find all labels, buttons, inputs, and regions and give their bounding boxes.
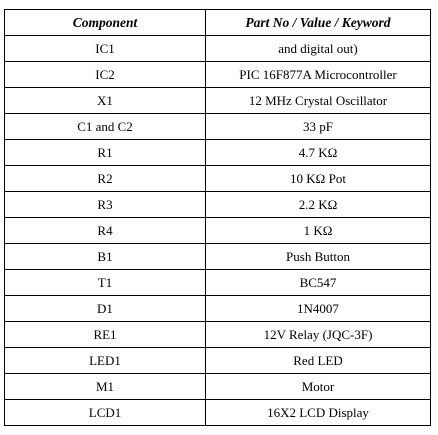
table-row [5, 244, 431, 270]
value-cell: Motor [206, 374, 431, 400]
table-row [5, 400, 431, 426]
table-row [5, 270, 431, 296]
component-cell: R3 [5, 192, 206, 218]
component-cell: X1 [5, 88, 206, 114]
table-row [5, 348, 431, 374]
component-cell: T1 [5, 270, 206, 296]
component-cell: R2 [5, 166, 206, 192]
component-cell: RE1 [5, 322, 206, 348]
value-cell: 10 KΩ Pot [206, 166, 431, 192]
value-cell: 12 MHz Crystal Oscillator [206, 88, 431, 114]
header-part-no: Part No / Value / Keyword [206, 10, 431, 36]
component-cell: C1 and C2 [5, 114, 206, 140]
value-cell: 1 KΩ [206, 218, 431, 244]
table-row [5, 166, 431, 192]
component-cell: LED1 [5, 348, 206, 374]
value-cell: BC547 [206, 270, 431, 296]
component-cell: R1 [5, 140, 206, 166]
value-cell: and digital out) [206, 36, 431, 62]
value-cell: 16X2 LCD Display [206, 400, 431, 426]
table-row [5, 62, 431, 88]
table-row [5, 140, 431, 166]
value-cell: 4.7 KΩ [206, 140, 431, 166]
table-row [5, 192, 431, 218]
component-cell: D1 [5, 296, 206, 322]
component-cell: M1 [5, 374, 206, 400]
table-row [5, 36, 431, 62]
component-cell: IC1 [5, 36, 206, 62]
table-row [5, 114, 431, 140]
value-cell: 12V Relay (JQC-3F) [206, 322, 431, 348]
component-table [4, 9, 431, 426]
value-cell: Red LED [206, 348, 431, 374]
value-cell: Push Button [206, 244, 431, 270]
header-component: Component [5, 10, 206, 36]
value-cell: 33 pF [206, 114, 431, 140]
value-cell: PIC 16F877A Microcontroller [206, 62, 431, 88]
component-table-container [4, 9, 430, 426]
table-header-row [5, 10, 431, 36]
table-row [5, 88, 431, 114]
component-cell: IC2 [5, 62, 206, 88]
component-cell: R4 [5, 218, 206, 244]
table-row [5, 296, 431, 322]
table-row [5, 218, 431, 244]
value-cell: 1N4007 [206, 296, 431, 322]
table-row [5, 374, 431, 400]
component-cell: B1 [5, 244, 206, 270]
component-cell: LCD1 [5, 400, 206, 426]
value-cell: 2.2 KΩ [206, 192, 431, 218]
table-row [5, 322, 431, 348]
